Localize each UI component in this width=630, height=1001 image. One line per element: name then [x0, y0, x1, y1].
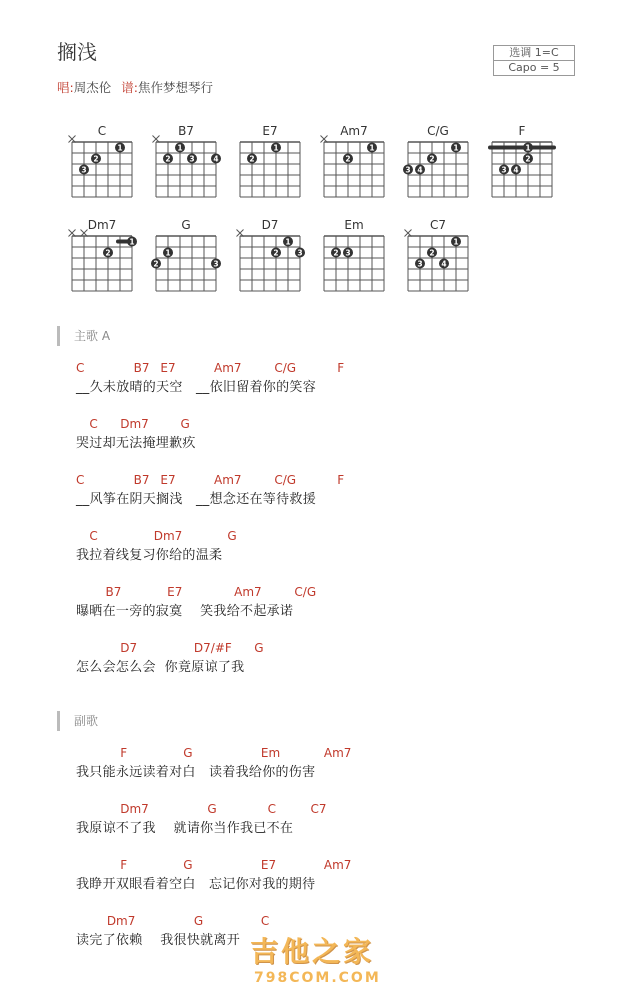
capo-label: Capo = 5 [494, 60, 574, 75]
key-label: 选调 1=C [509, 46, 559, 59]
finger-number: 2 [165, 154, 171, 164]
chord-diagram-name: Dm7 [87, 218, 117, 232]
finger-number: 3 [501, 165, 507, 175]
singer-name: 周杰伦 [73, 80, 112, 95]
chord-diagram-c [69, 124, 133, 197]
finger-number: 2 [525, 154, 531, 164]
finger-number: 4 [441, 259, 447, 269]
transcriber-name: 焦作梦想琴行 [137, 80, 213, 95]
finger-number: 1 [129, 237, 135, 247]
lyric-line [0, 529, 630, 575]
chord-symbol: G [227, 529, 237, 543]
lyric-text: 我原谅不了我 就请你当作我已不在 [76, 821, 294, 836]
finger-number: 4 [417, 165, 423, 175]
chord-diagram-b7 [153, 124, 222, 197]
lyric-text: 我睁开双眼看着空白 忘记你对我的期待 [76, 877, 316, 892]
chord-diagram-name: Am7 [340, 124, 368, 138]
chord-symbol: C/G [274, 361, 297, 375]
lyric-line [0, 746, 630, 792]
chord-diagram-name: C7 [429, 218, 447, 232]
chord-symbol: Dm7 [120, 802, 149, 816]
chord-diagram-name: Em [344, 218, 364, 232]
chord-symbol: B7 [133, 473, 150, 487]
watermark-logo-text: 吉他之家 [250, 935, 375, 968]
chord-symbol: E7 [167, 585, 183, 599]
chord-symbol: Em [260, 746, 281, 760]
finger-number: 1 [273, 143, 279, 153]
chord-diagram-dm7 [69, 218, 138, 291]
lyric-text: 怎么会怎么会 你竟原谅了我 [76, 660, 245, 675]
finger-number: 4 [213, 154, 219, 164]
finger-number: 3 [405, 165, 411, 175]
chord-diagram-name: D7 [261, 218, 279, 232]
singer-label: 唱: [57, 80, 74, 95]
finger-number: 3 [213, 259, 219, 269]
lyric-line [0, 802, 630, 848]
finger-number: 1 [525, 143, 531, 153]
chord-diagram-name: G [181, 218, 191, 232]
chord-symbol: C [76, 473, 85, 487]
chord-symbol: G [193, 914, 204, 928]
lyric-line [0, 641, 630, 687]
chord-symbol: C/G [274, 473, 297, 487]
finger-number: 2 [105, 248, 111, 258]
finger-number: 2 [429, 154, 435, 164]
finger-number: 2 [249, 154, 255, 164]
chord-diagram-name: F [518, 124, 526, 138]
chord-diagram-c-g [403, 124, 468, 197]
finger-number: 2 [153, 259, 159, 269]
finger-number: 1 [369, 143, 375, 153]
finger-number: 1 [453, 143, 459, 153]
chord-symbol: C [267, 802, 276, 816]
finger-number: 1 [285, 237, 291, 247]
chord-diagram-d7 [237, 218, 306, 291]
lyric-text: 读完了依赖 我很快就离开 [76, 933, 241, 948]
finger-number: 3 [189, 154, 195, 164]
finger-number: 1 [177, 143, 183, 153]
chord-diagram-am7 [321, 124, 385, 197]
chord-diagram-c7 [405, 218, 469, 291]
transcriber-label: 谱: [121, 80, 138, 95]
chord-symbol: C7 [310, 802, 327, 816]
finger-number: 3 [81, 165, 87, 175]
finger-number: 1 [453, 237, 459, 247]
finger-number: 1 [117, 143, 123, 153]
finger-number: 3 [345, 248, 351, 258]
chord-symbol: D7/#F [193, 641, 232, 655]
chord-symbol: E7 [260, 858, 277, 872]
chord-symbol: Dm7 [106, 914, 136, 928]
chord-symbol: E7 [160, 361, 176, 375]
chord-diagram-f [490, 124, 554, 197]
lyric-text: 我只能永远读着对白 读着我给你的伤害 [76, 765, 316, 780]
chord-diagram-g [151, 218, 221, 291]
chord-diagram-name: E7 [262, 124, 278, 138]
chord-symbol: B7 [133, 361, 150, 375]
song-title: 搁浅 [57, 40, 97, 64]
chord-symbol: C [89, 417, 98, 431]
finger-number: 1 [165, 248, 171, 258]
finger-number: 2 [93, 154, 99, 164]
chord-symbol: F [120, 858, 128, 872]
lyric-text: 曝晒在一旁的寂寞 笑我给不起承诺 [76, 604, 294, 619]
chord-symbol: Am7 [234, 585, 262, 599]
chord-symbol: C/G [294, 585, 317, 599]
chord-symbol: C [76, 361, 85, 375]
chord-symbol: G [183, 746, 193, 760]
chord-symbol: E7 [160, 473, 176, 487]
finger-number: 3 [297, 248, 303, 258]
finger-number: 2 [429, 248, 435, 258]
lyric-text: __久未放晴的天空 __依旧留着你的笑容 [76, 380, 316, 395]
lyric-text: 我拉着线复习你给的温柔 [76, 548, 223, 563]
chord-symbol: C [260, 914, 270, 928]
lyric-line [0, 417, 630, 463]
chord-symbol: G [183, 858, 193, 872]
lyric-text: 哭过却无法掩埋歉疚 [76, 436, 196, 451]
chord-symbol: Am7 [323, 746, 352, 760]
chord-symbol: G [180, 417, 190, 431]
chord-symbol: F [337, 473, 345, 487]
site-watermark [250, 930, 400, 994]
chord-diagrams [0, 0, 630, 300]
chord-diagram-name: C/G [427, 124, 449, 138]
section-label: 副歌 [57, 711, 98, 731]
chord-symbol: F [120, 746, 128, 760]
finger-number: 3 [417, 259, 423, 269]
chord-symbol: C [89, 529, 98, 543]
chord-symbol: Dm7 [153, 529, 183, 543]
lyric-text: __风筝在阴天搁浅 __想念还在等待救援 [76, 492, 316, 507]
chord-symbol: Am7 [214, 361, 242, 375]
finger-number: 2 [273, 248, 279, 258]
section-label: 主歌 A [57, 326, 110, 346]
chord-symbol: G [254, 641, 264, 655]
lyric-line [0, 585, 630, 631]
finger-number: 4 [513, 165, 519, 175]
chord-diagram-e7 [240, 124, 300, 197]
lyric-line [0, 858, 630, 904]
lyric-line [0, 361, 630, 407]
chord-symbol: F [337, 361, 345, 375]
finger-number: 2 [345, 154, 351, 164]
chord-symbol: Am7 [214, 473, 242, 487]
chord-symbol: D7 [120, 641, 138, 655]
watermark-url: 798COM.COM [254, 970, 381, 986]
chord-symbol: Dm7 [120, 417, 149, 431]
finger-number: 2 [333, 248, 339, 258]
lyric-line [0, 473, 630, 519]
chord-diagram-name: B7 [178, 124, 194, 138]
chord-symbol: G [207, 802, 217, 816]
chord-symbol: B7 [105, 585, 122, 599]
chord-symbol: Am7 [323, 858, 352, 872]
chord-diagram-em [324, 218, 384, 291]
chord-diagram-name: C [97, 124, 107, 138]
